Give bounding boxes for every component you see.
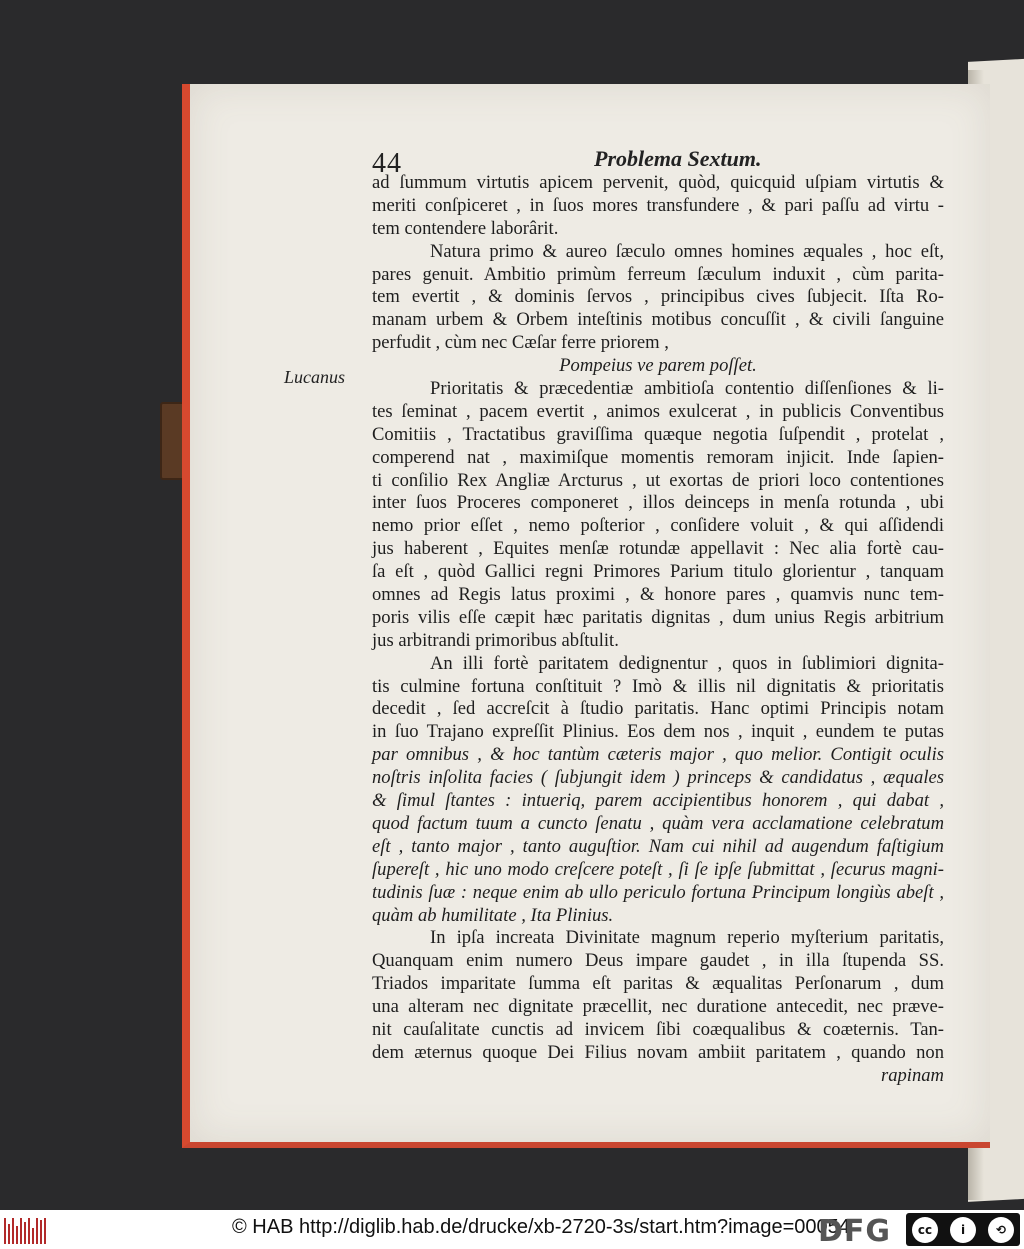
text-line: inter ſuos Proceres componeret , illos deinceps in menſa rotunda , ubi [372,492,944,514]
text-line: comperend nat , maximiſque momentis remoram injicit. Inde ſapien- [372,446,944,468]
text-line: An illi fortè paritatem dedignentur , quos in ſublimiori dignita- [430,652,944,674]
dfg-logo: DFG [818,1214,892,1249]
text-line: tem contendere laborârit. [372,217,559,239]
text-line: una alteram nec dignitate præcellit, nec duratione antecedit, nec præve- [372,996,944,1018]
by-icon: i [950,1217,976,1243]
text-line: eſt , tanto major , tanto auguſtior. Nam cui nihil ad augendum faſtigium [372,835,944,857]
hab-barcode-logo [4,1218,48,1244]
text-line: pares genuit. Ambitio primùm ferreum ſæculum induxit , cùm parita- [372,263,944,285]
text-line: nit cauſalitate cunctis ad invicem ſibi coæqualibus & coæternis. Tan- [372,1018,944,1040]
text-line: rapinam [880,1064,944,1086]
text-line: decedit , ſed accreſcit à ſtudio paritatis. Hanc optimi Principis notam [372,698,944,720]
text-line: ſa eſt , quòd Gallici regni Primores Parium titulo glorientur , tanquam [372,561,944,583]
footer-bar [0,1210,1024,1249]
text-line: ti conſilio Rex Angliæ Arcturus , ut exortas de priori loco contentiones [372,469,944,491]
text-line: Triados imparitate ſumma eſt paritas & æqualitas Perſonarum , dum [372,973,944,995]
cc-license-badge[interactable] [906,1213,1020,1246]
text-line: Quanquam enim numero Deus impare gaudet , in illa ſtupenda SS. [372,950,944,972]
text-line: noſtris inſolita facies ( ſubjungit idem ) princeps & candidatus , æquales [372,767,944,789]
text-line: jus haberent , Equites menſæ rotundæ appellavit : Nec alia fortè cau- [372,538,944,560]
text-line: jus arbitrandi primoribus abſtulit. [372,629,619,651]
copyright-link[interactable]: © HAB http://diglib.hab.de/drucke/xb-2720-3s/start.htm?image=00054 [232,1216,850,1238]
text-line: nemo prior eſſet , nemo poſterior , conſidere voluit , & qui aſſidendi [372,515,944,537]
text-line: Pompeius ve parem poſſet. [559,355,757,377]
text-line: in ſuo Trajano expreſſit Plinius. Eos dem nos , inquit , eundem te putas [372,721,944,743]
text-line: manam urbem & Orbem inteſtinis motibus concuſſit , & civili ſanguine [372,309,944,331]
text-line: & ſimul ſtantes : intueriq, parem accipientibus honorem , qui dabat , [372,790,944,812]
text-line: Prioritatis & præcedentiæ ambitioſa contentio diſſenſiones & li- [430,378,944,400]
page-text [372,172,944,1088]
cc-icon: cc [912,1217,938,1243]
text-line: poris vilis eſſe cæpit hæc paritatis dignitas , dum unius Regis arbitrium [372,606,944,628]
text-line: tudinis ſuæ : neque enim ab ullo periculo fortuna Principum longiùs abeſt , [372,881,944,903]
text-line: perfudit , cùm nec Cæſar ferre priorem , [372,332,669,354]
text-line: omnes ad Regis latus proximi , & honore pares , quamvis nunc tem- [372,584,944,606]
text-line: tis culmine fortuna conſtituit ? Imò & illis nil dignitatis & prioritatis [372,675,944,697]
text-line: quàm ab humilitate , Ita Plinius. [372,904,614,926]
text-line: Natura primo & aureo ſæculo omnes homines æquales , hoc eſt, [430,240,944,262]
text-line: meriti conſpiceret , in ſuos mores transfundere , & pari paſſu ad virtu - [372,194,944,216]
text-line: quod factum tuum a cuncto ſenatu , quàm vera acclamatione celebratum [372,812,944,834]
text-line: In ipſa increata Divinitate magnum reperio myſterium paritatis, [430,927,944,949]
sa-icon: ⟲ [988,1217,1014,1243]
text-line: par omnibus , & hoc tantùm cæteris major , quo melior. Contigit oculis [372,744,944,766]
text-line: ſupereſt , hic uno modo creſcere poteſt , ſi ſe ipſe ſubmittat , ſecurus magni- [372,858,944,880]
text-line: dem æternus quoque Dei Filius novam ambiit paritatem , quando non [372,1041,944,1063]
text-line: tem evertit , & dominis ſervos , principibus cives ſubjecit. Iſta Ro- [372,286,944,308]
running-head: Problema Sextum. [594,146,762,171]
margin-note: Lucanus [284,367,346,387]
text-line: ad ſummum virtutis apicem pervenit, quòd, quicquid uſpiam virtutis & [372,172,944,193]
page-number: 44 [372,148,402,179]
text-line: tes ſeminat , pacem evertit , animos exulcerat , in publicis Conventibus [372,400,944,422]
text-line: Comitiis , Tractatibus graviſſima quæque negotia ſuſpendit , protelat , [372,423,944,445]
